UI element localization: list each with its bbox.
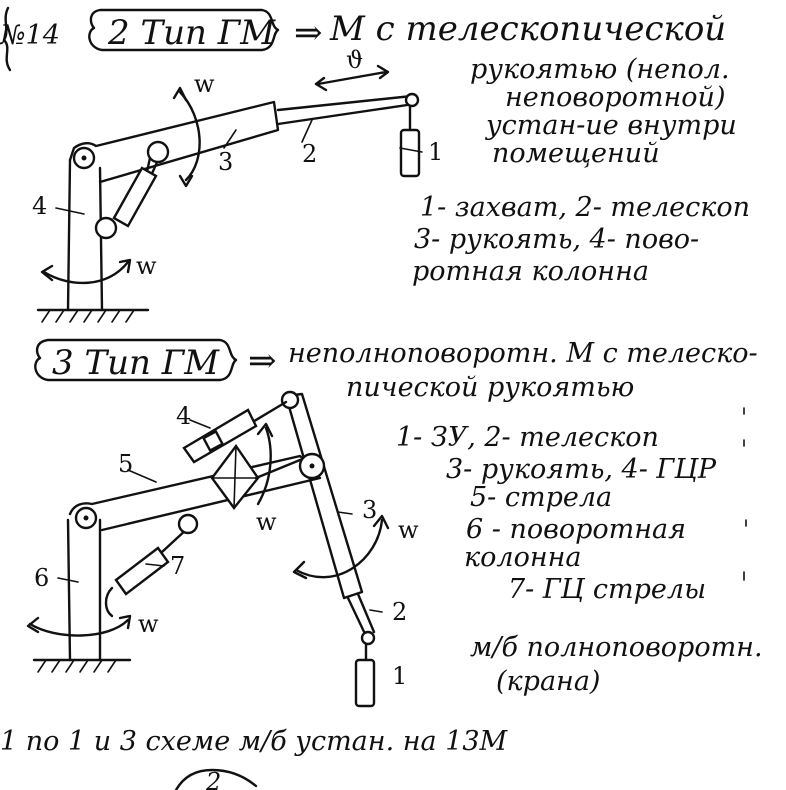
w-arc-bottom-2 — [30, 620, 128, 636]
hydraulic-cylinder-7 — [116, 548, 168, 594]
legend2-line3: 5- стрела — [470, 482, 613, 513]
label-w-top: w — [194, 70, 215, 98]
diagram2-labels — [34, 402, 419, 690]
tip-pivot-2 — [362, 632, 374, 644]
legend2-line5: колонна — [464, 542, 582, 573]
label-2: 2 — [302, 140, 318, 168]
note2-line1: м/б полноповоротн. — [470, 632, 763, 663]
label2-6: 6 — [34, 564, 50, 592]
section1-header — [0, 8, 737, 169]
implies-arrow-2: ⇒ — [248, 341, 277, 381]
rotary-column — [68, 160, 102, 310]
title1-line1: М с телескопической — [330, 9, 727, 49]
footer-fragment: 2 — [206, 768, 222, 790]
tip-pivot — [406, 94, 418, 106]
cylinder7-top-pivot — [179, 515, 197, 533]
hydraulic-cylinder-4 — [184, 410, 256, 462]
legend2-line2: 3- рукоять, 4- ГЦР — [446, 454, 717, 485]
cylinder-bottom-pivot — [96, 218, 116, 238]
note2-line2: (крана) — [496, 666, 601, 697]
label2-4: 4 — [176, 402, 192, 430]
label-3: 3 — [218, 148, 234, 176]
legend-2 — [396, 422, 763, 697]
legend2-line1: 1- ЗУ, 2- телескоп — [396, 422, 659, 453]
implies-arrow-1: ⇒ — [294, 13, 323, 53]
label2-w-mid: w — [256, 508, 277, 536]
label2-1: 1 — [392, 662, 408, 690]
label-w-bottom: w — [136, 252, 157, 280]
ground-hatch-2 — [38, 660, 116, 672]
title1-line4: устан-ие внутри — [486, 110, 737, 141]
w-arc-bottom — [44, 262, 128, 283]
label2-5: 5 — [118, 450, 134, 478]
footer-text: 1 по 1 и 3 схеме м/б устан. на 13М — [0, 726, 508, 757]
label-4: 4 — [32, 192, 48, 220]
title1-line3: неповоротной) — [505, 82, 726, 113]
w-arc-right — [296, 520, 382, 577]
manipulator-diagram-1 — [38, 66, 422, 322]
legend-1 — [412, 192, 750, 287]
telescope-rod — [278, 96, 414, 124]
legend1-line3: ротная колонна — [412, 256, 649, 287]
margin-marks — [744, 408, 746, 580]
label-v: ϑ — [346, 46, 364, 74]
type-label-2: 3 Тип ГМ — [52, 343, 220, 383]
type-label-1: 2 Тип ГМ — [108, 13, 276, 53]
section2-header — [35, 338, 757, 403]
label2-w-right: w — [398, 516, 419, 544]
title2-line1: неполноповоротн. М с телеско- — [288, 338, 758, 369]
gripper-2 — [356, 660, 374, 706]
label2-3: 3 — [362, 496, 378, 524]
title2-line2: пической рукоятью — [346, 372, 635, 403]
ground-hatch-1 — [42, 310, 134, 322]
title1-line2: рукоятью (непол. — [470, 54, 730, 85]
legend2-line6: 7- ГЦ стрелы — [508, 574, 707, 605]
w-arc-top — [180, 92, 200, 180]
section-number: №14 — [0, 20, 60, 51]
legend1-line1: 1- захват, 2- телескоп — [420, 192, 751, 223]
label2-w-bottom: w — [138, 610, 159, 638]
telescope-2 — [348, 594, 374, 636]
legend2-line4: 6 - поворотная — [466, 514, 686, 545]
footer — [0, 726, 509, 790]
manipulator-diagram-2 — [28, 392, 388, 706]
title1-line5: помещений — [492, 138, 660, 169]
rotary-column-2 — [68, 520, 100, 660]
label-1: 1 — [428, 138, 444, 166]
handle-top-pivot — [282, 392, 298, 408]
gripper — [401, 130, 419, 176]
cylinder-top-pivot — [148, 142, 168, 162]
label2-7: 7 — [170, 552, 186, 580]
legend1-line2: 3- рукоять, 4- пово- — [414, 224, 700, 255]
label2-2: 2 — [392, 598, 408, 626]
